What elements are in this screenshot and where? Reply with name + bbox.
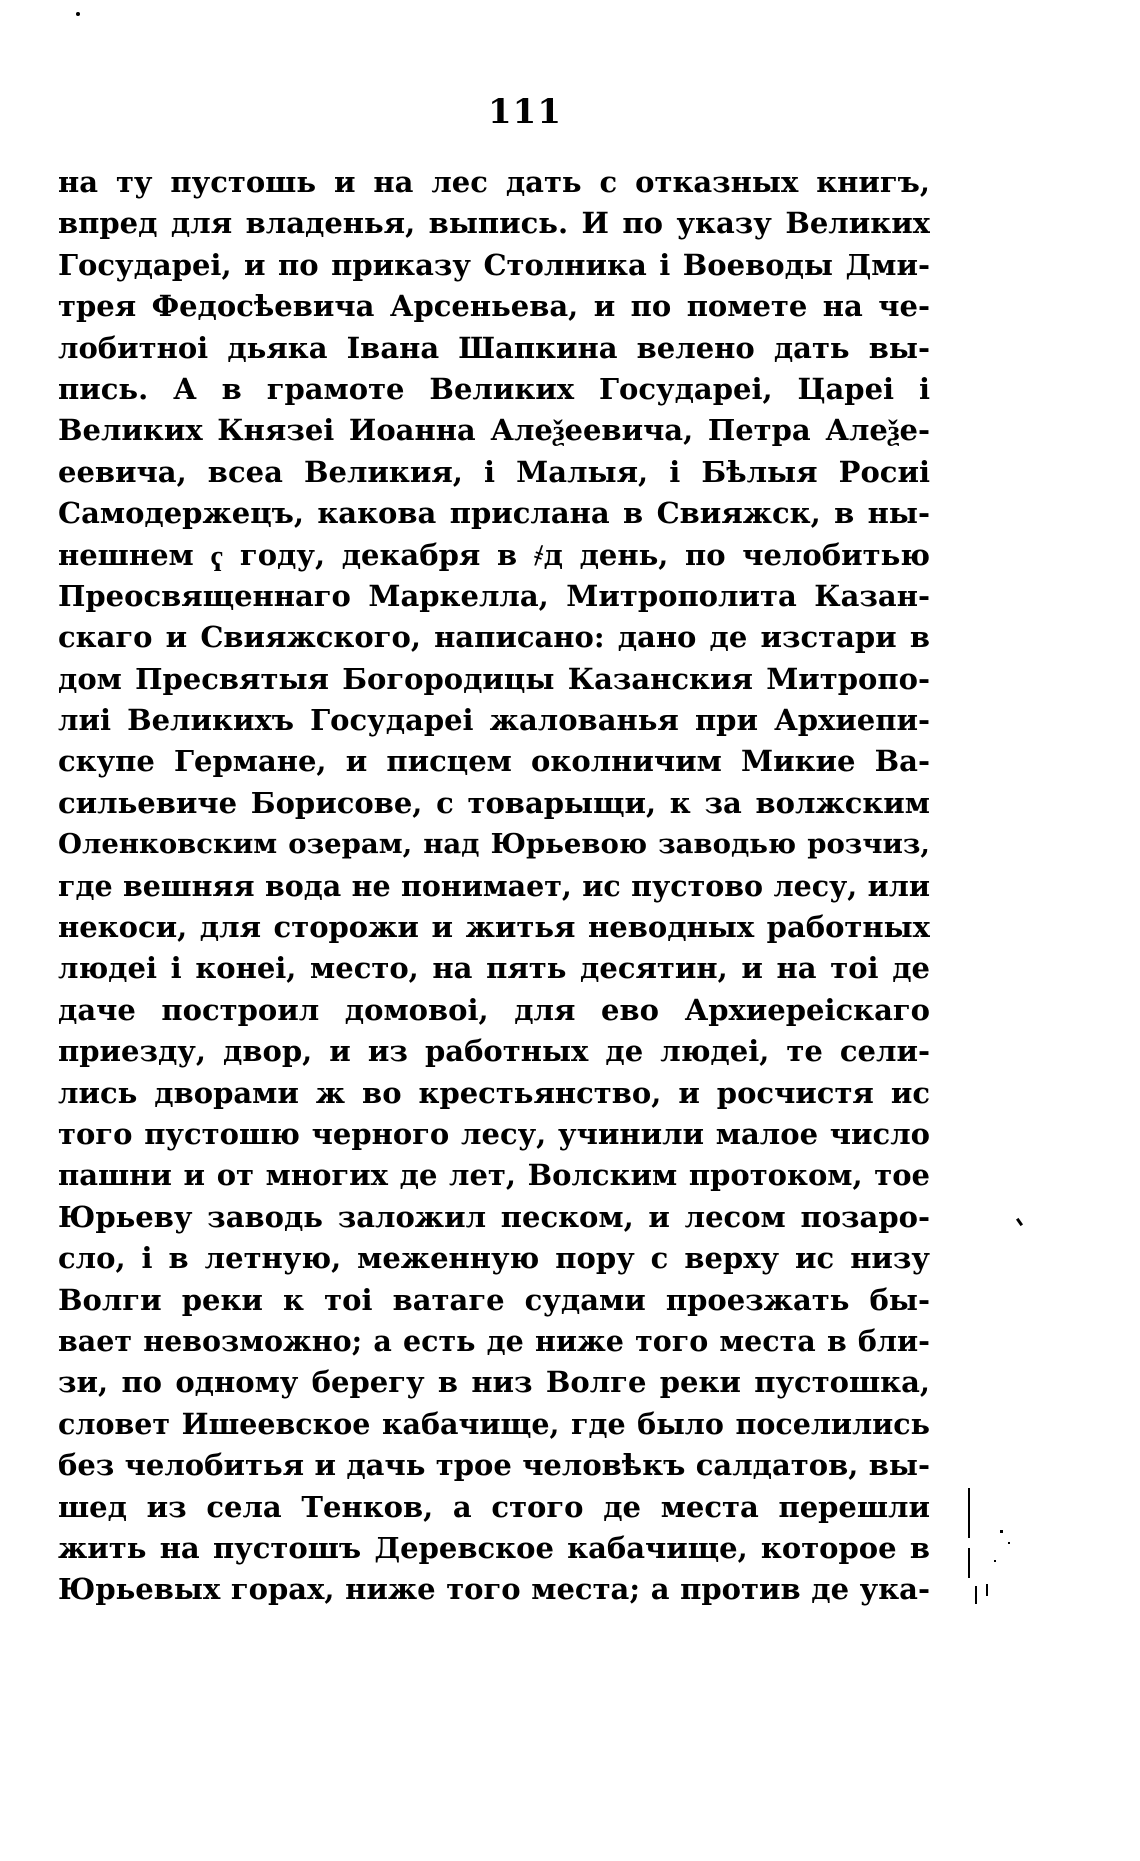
text-line: еевича, всеа Великия, і Малыя, і Бѣлыя Росиі: [58, 454, 930, 489]
margin-speck: [994, 1560, 996, 1562]
text-line: дом Пресвятыя Богородицы Казанския Митропо-: [58, 661, 930, 696]
margin-speck: [975, 1586, 977, 1604]
text-line: Оленковским озерам, над Юрьевою заводью розчиз,: [58, 828, 930, 861]
margin-speck: [1016, 1218, 1023, 1226]
margin-speck: [1000, 1530, 1003, 1533]
text-line: вает невозможно; а есть де ниже того места в бли-: [58, 1323, 930, 1358]
page-number: 111: [488, 92, 562, 132]
text-line: даче построил домовоі, для ево Архиереіскаго: [58, 992, 930, 1027]
text-line: без челобитья и дачь трое человѣкъ салдатов, вы-: [58, 1448, 930, 1483]
text-line: Государеі, и по приказу Столника і Воеводы Дми-: [58, 247, 930, 282]
body-text: [58, 162, 930, 1611]
text-line: скупе Германе, и писцем околничим Микие Ва-: [58, 744, 930, 779]
text-line: пись. А в грамоте Великих Государеі, Цареі і: [58, 371, 930, 406]
text-line: словет Ишеевское кабачище, где было поселились: [58, 1406, 930, 1441]
text-line: скаго и Свияжского, написано: дано де изстари в: [58, 620, 930, 655]
margin-speck: [1008, 1542, 1010, 1544]
text-line: приезду, двор, и из работных де людеі, те сели-: [58, 1034, 930, 1069]
margin-speck: [968, 1548, 970, 1578]
text-line: на ту пустошь и на лес дать с отказных книгъ,: [58, 165, 930, 199]
text-line: впред для владенья, выпись. И по указу Великих: [58, 206, 930, 241]
text-line: сло, і в летную, меженную пору с верху ис низу: [58, 1241, 930, 1276]
text-line: Преосвященнаго Маркелла, Митрополита Казан-: [58, 578, 930, 613]
text-line: лобитноі дьяка Івана Шапкина велено дать вы-: [58, 330, 930, 365]
text-line: Великих Князеі Иоанна Алеѯеевича, Петра Алеѯе-: [58, 413, 930, 448]
text-line: Самодержецъ, какова прислана в Свияжск, в ны-: [58, 496, 930, 531]
text-line: Юрьеву заводь заложил песком, и лесом позаро-: [58, 1199, 930, 1234]
text-line: некоси, для сторожи и житья неводных работных: [58, 910, 930, 945]
margin-speck: [76, 12, 80, 16]
text-line: шед из села Тенков, а стого де места перешли: [58, 1489, 930, 1524]
text-line: сильевиче Борисове, с товарыщи, к за волжским: [58, 785, 930, 820]
margin-speck: [986, 1584, 988, 1596]
text-line: пашни и от многих де лет, Волским протоком, тое: [58, 1158, 930, 1193]
margin-speck: [968, 1488, 970, 1538]
text-line: зи, по одному берегу в низ Волге реки пустошка,: [58, 1365, 930, 1400]
text-line: Волги реки к тоі ватаге судами проезжать бы-: [58, 1282, 930, 1317]
text-line: нешнем ҁ году, декабря в ҂д день, по челобитью: [58, 537, 930, 572]
text-line: Юрьевых горах, ниже того места; а против де ука-: [58, 1572, 930, 1607]
text-line: жить на пустошъ Деревское кабачище, которое в: [58, 1530, 930, 1565]
text-line: где вешняя вода не понимает, ис пустово лесу, или: [58, 868, 930, 903]
text-line: лиі Великихъ Государеі жалованья при Архиепи-: [58, 703, 930, 738]
text-line: трея Федосѣевича Арсеньева, и по помете на че-: [58, 289, 930, 324]
text-line: того пустошю черного лесу, учинили малое число: [58, 1116, 930, 1151]
text-line: лись дворами ж во крестьянство, и росчистя ис: [58, 1075, 930, 1110]
text-line: людеі і конеі, место, на пять десятин, и на тоі де: [58, 951, 930, 986]
